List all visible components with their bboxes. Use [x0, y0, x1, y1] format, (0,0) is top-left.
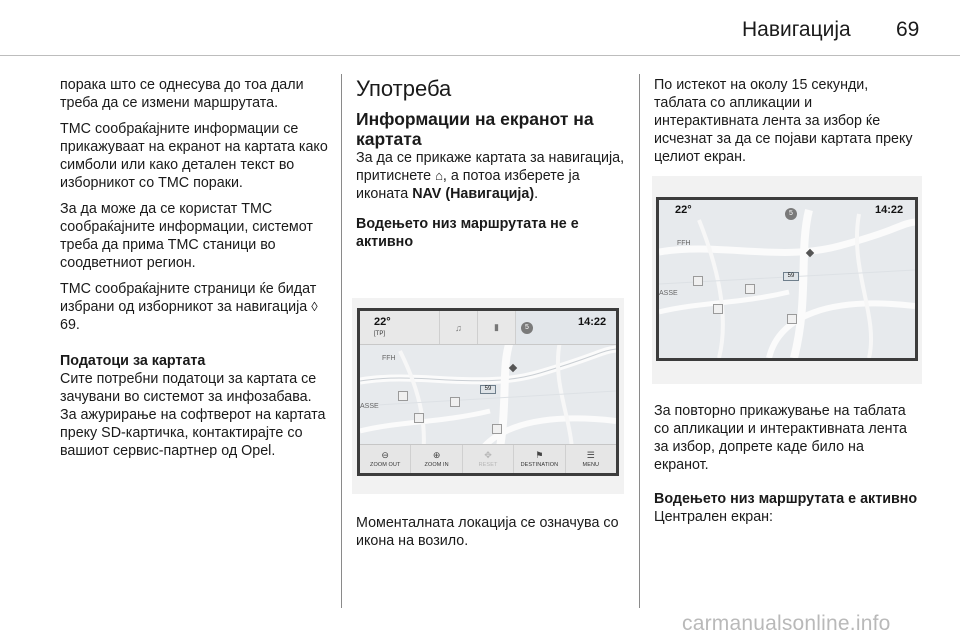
map-label: ASSE — [360, 403, 379, 410]
page-number: 69 — [896, 18, 920, 41]
paragraph: По истекот на околу 15 секунди, таблата со апликации и интерактивната лента за избор ќе исчезнат за да се појави картата преку целиот екран. — [654, 77, 913, 165]
road-number: 59 — [783, 272, 799, 281]
column-1 — [60, 76, 328, 468]
column-2 — [356, 76, 628, 251]
paragraph: За да може да се користат TMC сообраќајните информации, системот треба да прима TMC станици во соодветниот регион. — [60, 201, 313, 271]
page-ref[interactable]: 69. — [60, 317, 80, 333]
map-label: ASSE — [659, 290, 678, 297]
poi-icon[interactable] — [398, 391, 408, 401]
destination-button[interactable] — [514, 445, 565, 473]
poi-icon[interactable] — [787, 314, 797, 324]
temperature: 22° — [675, 204, 692, 216]
map-label: FFH — [677, 240, 691, 247]
column-3-lower — [654, 402, 920, 534]
clock: 14:22 — [578, 316, 607, 328]
subheading: Водењето низ маршрутата не е активно — [356, 216, 579, 250]
paragraph-text: . — [534, 186, 539, 202]
map-screenshot-1 — [352, 298, 624, 494]
paragraph-text: TMC сообраќајните страници ќе бидат избрани од изборникот за навигација — [60, 281, 317, 315]
page-ref-icon: ◊ — [311, 299, 318, 314]
subsection-heading: Информации на екранот на картата — [356, 109, 594, 149]
zoom-in-icon: ⊕ — [432, 450, 441, 460]
map-display-fullscreen — [656, 197, 918, 361]
column-divider-1 — [341, 74, 342, 608]
header-divider — [0, 55, 960, 56]
paragraph: Сите потребни податоци за картата се зачувани во системот за инфозабава. За ажурирање на софтверот на картата преку SD-картичка, контактирајте со вашиот сервис-партнер од Opel. — [60, 371, 326, 459]
button-label: MENU — [582, 462, 600, 468]
paragraph: Централен екран: — [654, 509, 774, 525]
clock: 14:22 — [875, 204, 904, 216]
map-display — [357, 308, 619, 476]
paragraph — [356, 149, 628, 203]
paragraph-text: , а потоа изберете ја иконата — [356, 168, 580, 202]
traffic-badge[interactable]: 5 — [521, 322, 533, 334]
button-label: RESET — [478, 462, 498, 468]
traffic-badge[interactable]: 5 — [785, 208, 797, 220]
subheading: Водењето низ маршрутата е активно — [654, 491, 918, 507]
tp-indicator: [TP] — [374, 331, 386, 337]
button-label: ZOOM OUT — [369, 462, 401, 468]
button-label: DESTINATION — [520, 462, 559, 468]
menu-icon: ☰ — [586, 450, 595, 460]
paragraph: TMC сообраќајните информации се прикажуваат на екранот на картата како симболи или како детален текст во изборникот со TMC пораки. — [60, 121, 328, 191]
paragraph: порака што се однесува до тоа дали треба да се измени маршрутата. — [60, 77, 304, 111]
image-caption: Моменталната локација се означува со икона на возило. — [356, 515, 619, 549]
menu-button[interactable] — [566, 445, 616, 473]
temperature: 22° — [374, 316, 391, 328]
poi-icon[interactable] — [693, 276, 703, 286]
poi-icon[interactable] — [492, 424, 502, 434]
zoom-out-icon: ⊖ — [381, 450, 389, 460]
destination-icon: ⚑ — [535, 450, 544, 460]
column-3 — [654, 76, 920, 174]
paragraph: За повторно прикажување на таблата со апликации и интерактивната лента за избор, допрете каде било на екранот. — [654, 403, 907, 473]
tab-phone[interactable] — [478, 311, 516, 344]
poi-icon[interactable] — [450, 397, 460, 407]
button-label: ZOOM IN — [424, 462, 449, 468]
paragraph — [60, 280, 328, 334]
watermark: carmanualsonline.info — [682, 612, 891, 635]
nav-label: NAV (Навигација) — [412, 186, 535, 202]
poi-icon[interactable] — [713, 304, 723, 314]
interaction-selector-bar — [360, 444, 616, 473]
poi-icon[interactable] — [414, 413, 424, 423]
map-label: FFH — [382, 355, 396, 362]
paragraph-text: За да се прикаже картата за навигација, притиснете — [356, 150, 625, 184]
map-screenshot-2 — [652, 176, 922, 384]
page-header-title: Навигација — [742, 18, 851, 41]
road-number: 59 — [480, 385, 496, 394]
section-heading: Употреба — [356, 76, 452, 101]
poi-icon[interactable] — [745, 284, 755, 294]
reset-button[interactable] — [463, 445, 514, 473]
zoom-in-button[interactable] — [411, 445, 462, 473]
tab-climate[interactable] — [360, 311, 440, 344]
zoom-out-button[interactable] — [360, 445, 411, 473]
reset-icon: ✥ — [484, 450, 492, 460]
column-divider-2 — [639, 74, 640, 608]
phone-icon: ▮ — [494, 322, 499, 332]
music-icon: ♫ — [455, 322, 462, 333]
subheading: Податоци за картата — [60, 353, 206, 369]
tab-music[interactable] — [440, 311, 478, 344]
home-icon: ⌂ — [435, 168, 443, 183]
